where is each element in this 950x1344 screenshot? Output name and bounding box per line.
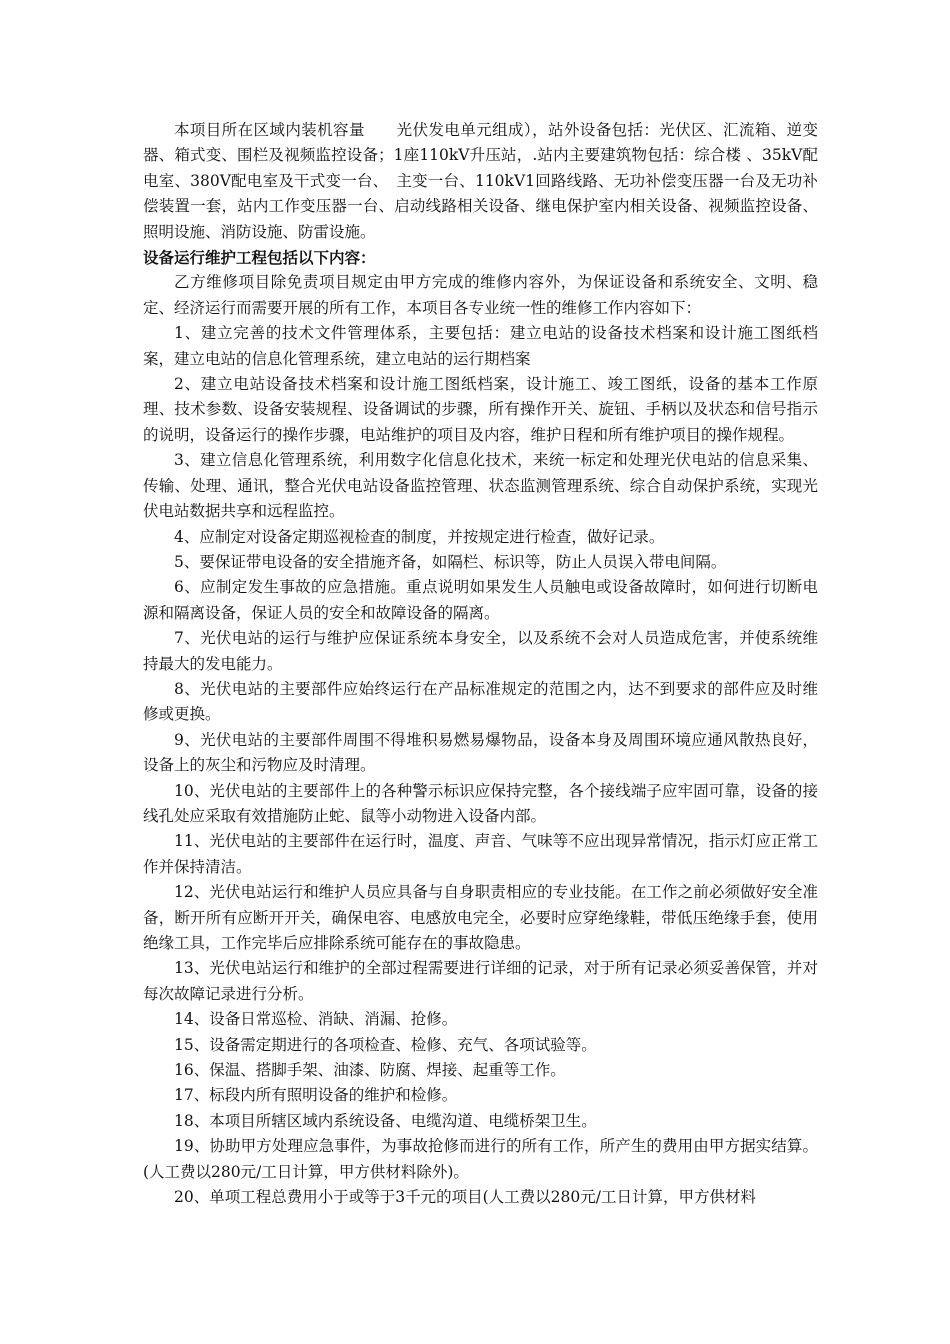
- list-item-15: 15、设备需定期进行的各项检查、检修、充气、各项试验等。: [174, 1035, 597, 1054]
- list-item-7: 7、光伏电站的运行与维护应保证系统本身安全，以及系统不会对人员造成危害，并使系统维持最大的发电能力。: [143, 629, 818, 673]
- list-item-8: 8、光伏电站的主要部件应始终运行在产品标准规定的范围之内，达不到要求的部件应及时维修或更换。: [143, 679, 818, 724]
- list-item-11: 11、光伏电站的主要部件在运行时，温度、声音、气味等不应出现异常情况，指示灯应正常工作并保持清洁。: [143, 832, 818, 876]
- list-item-10: 10、光伏电站的主要部件上的各种警示标识应保持完整，各个接线端子应牢固可靠，设备的接线孔处应采取有效措施防止蛇、鼠等小动物进入设备内部。: [143, 781, 818, 825]
- list-item-18: 18、本项目所辖区域内系统设备、电缆沟道、电缆桥架卫生。: [174, 1111, 597, 1130]
- list-item-3: 3、建立信息化管理系统，利用数字化信息化技术，来统一标定和处理光伏电站的信息采集、传输、处理、通讯，整合光伏电站设备监控管理、状态监测管理系统、综合自动保护系统，实现光伏电站数据共享和远程监控。: [143, 451, 818, 521]
- list-item-13: 13、光伏电站运行和维护的全部过程需要进行详细的记录，对于所有记录必须妥善保管，并对每次故障记录进行分析。: [143, 959, 818, 1003]
- list-item-14: 14、设备日常巡检、消缺、消漏、抢修。: [174, 1010, 458, 1029]
- lead-paragraph: 乙方维修项目除免责项目规定由甲方完成的维修内容外，为保证设备和系统安全、文明、稳定、经济运行而需要开展的所有工作，本项目各专业统一性的维修工作内容如下：: [143, 273, 818, 317]
- list-item-1: 1、建立完善的技术文件管理体系，主要包括：建立电站的设备技术档案和设计施工图纸档案，建立电站的信息化管理系统，建立电站的运行期档案: [143, 324, 818, 368]
- list-item-2: 2、建立电站设备技术档案和设计施工图纸档案，设计施工、竣工图纸，设备的基本工作原理、技术参数、设备安装规程、设备调试的步骤，所有操作开关、旋钮、手柄以及状态和信号指示的说明，设备运行的操作步骤，电站维护的项目及内容，维护日程和所有维护项目的操作规程。: [143, 375, 818, 444]
- list-item-5: 5、要保证带电设备的安全措施齐备，如隔栏、标识等，防止人员误入带电间隔。: [174, 552, 727, 571]
- list-item-16: 16、保温、搭脚手架、油漆、防腐、焊接、起重等工作。: [174, 1061, 566, 1080]
- list-item-20: 20、单项工程总费用小于或等于3千元的项目(人工费以280元/工日计算，甲方供材料: [174, 1188, 756, 1207]
- list-item-17: 17、标段内所有照明设备的维护和检修。: [174, 1086, 458, 1105]
- section-heading: 设备运行维护工程包括以下内容：: [143, 248, 376, 268]
- document-body: [143, 118, 818, 1210]
- list-item-12: 12、光伏电站运行和维护人员应具备与自身职责相应的专业技能。在工作之前必须做好安全准备，断开所有应断开开关，确保电容、电感放电完全，必要时应穿绝缘鞋，带低压绝缘手套，使用绝缘工具，工作完毕后应排除系统可能存在的事故隐患。: [143, 883, 818, 952]
- intro-paragraph: 本项目所在区域内装机容量 光伏发电单元组成），站外设备包括：光伏区、汇流箱、逆变器、箱式变、围栏及视频监控设备；1座110kV升压站，.站内主要建筑物包括：综合楼 、35kV配电室、380V配电室及干式变一台、 主变一台、110kV1回路线路、无功补偿变压器一台及无功补偿装置一套，站内工作变压器一台、启动线路相关设备、继电保护室内相关设备、视频监控设备、照明设施、消防设施、防雷设施。: [143, 121, 818, 241]
- list-item-9: 9、光伏电站的主要部件周围不得堆积易燃易爆物品，设备本身及周围环境应通风散热良好，设备上的灰尘和污物应及时清理。: [143, 730, 818, 775]
- list-item-4: 4、应制定对设备定期巡视检查的制度，并按规定进行检查，做好记录。: [174, 527, 665, 546]
- list-item-19: 19、协助甲方处理应急事件，为事故抢修而进行的所有工作，所产生的费用由甲方据实结算。(人工费以280元/工日计算，甲方供材料除外)。: [143, 1137, 818, 1181]
- list-item-6: 6、应制定发生事故的应急措施。重点说明如果发生人员触电或设备故障时，如何进行切断电源和隔离设备，保证人员的安全和故障设备的隔离。: [143, 578, 818, 622]
